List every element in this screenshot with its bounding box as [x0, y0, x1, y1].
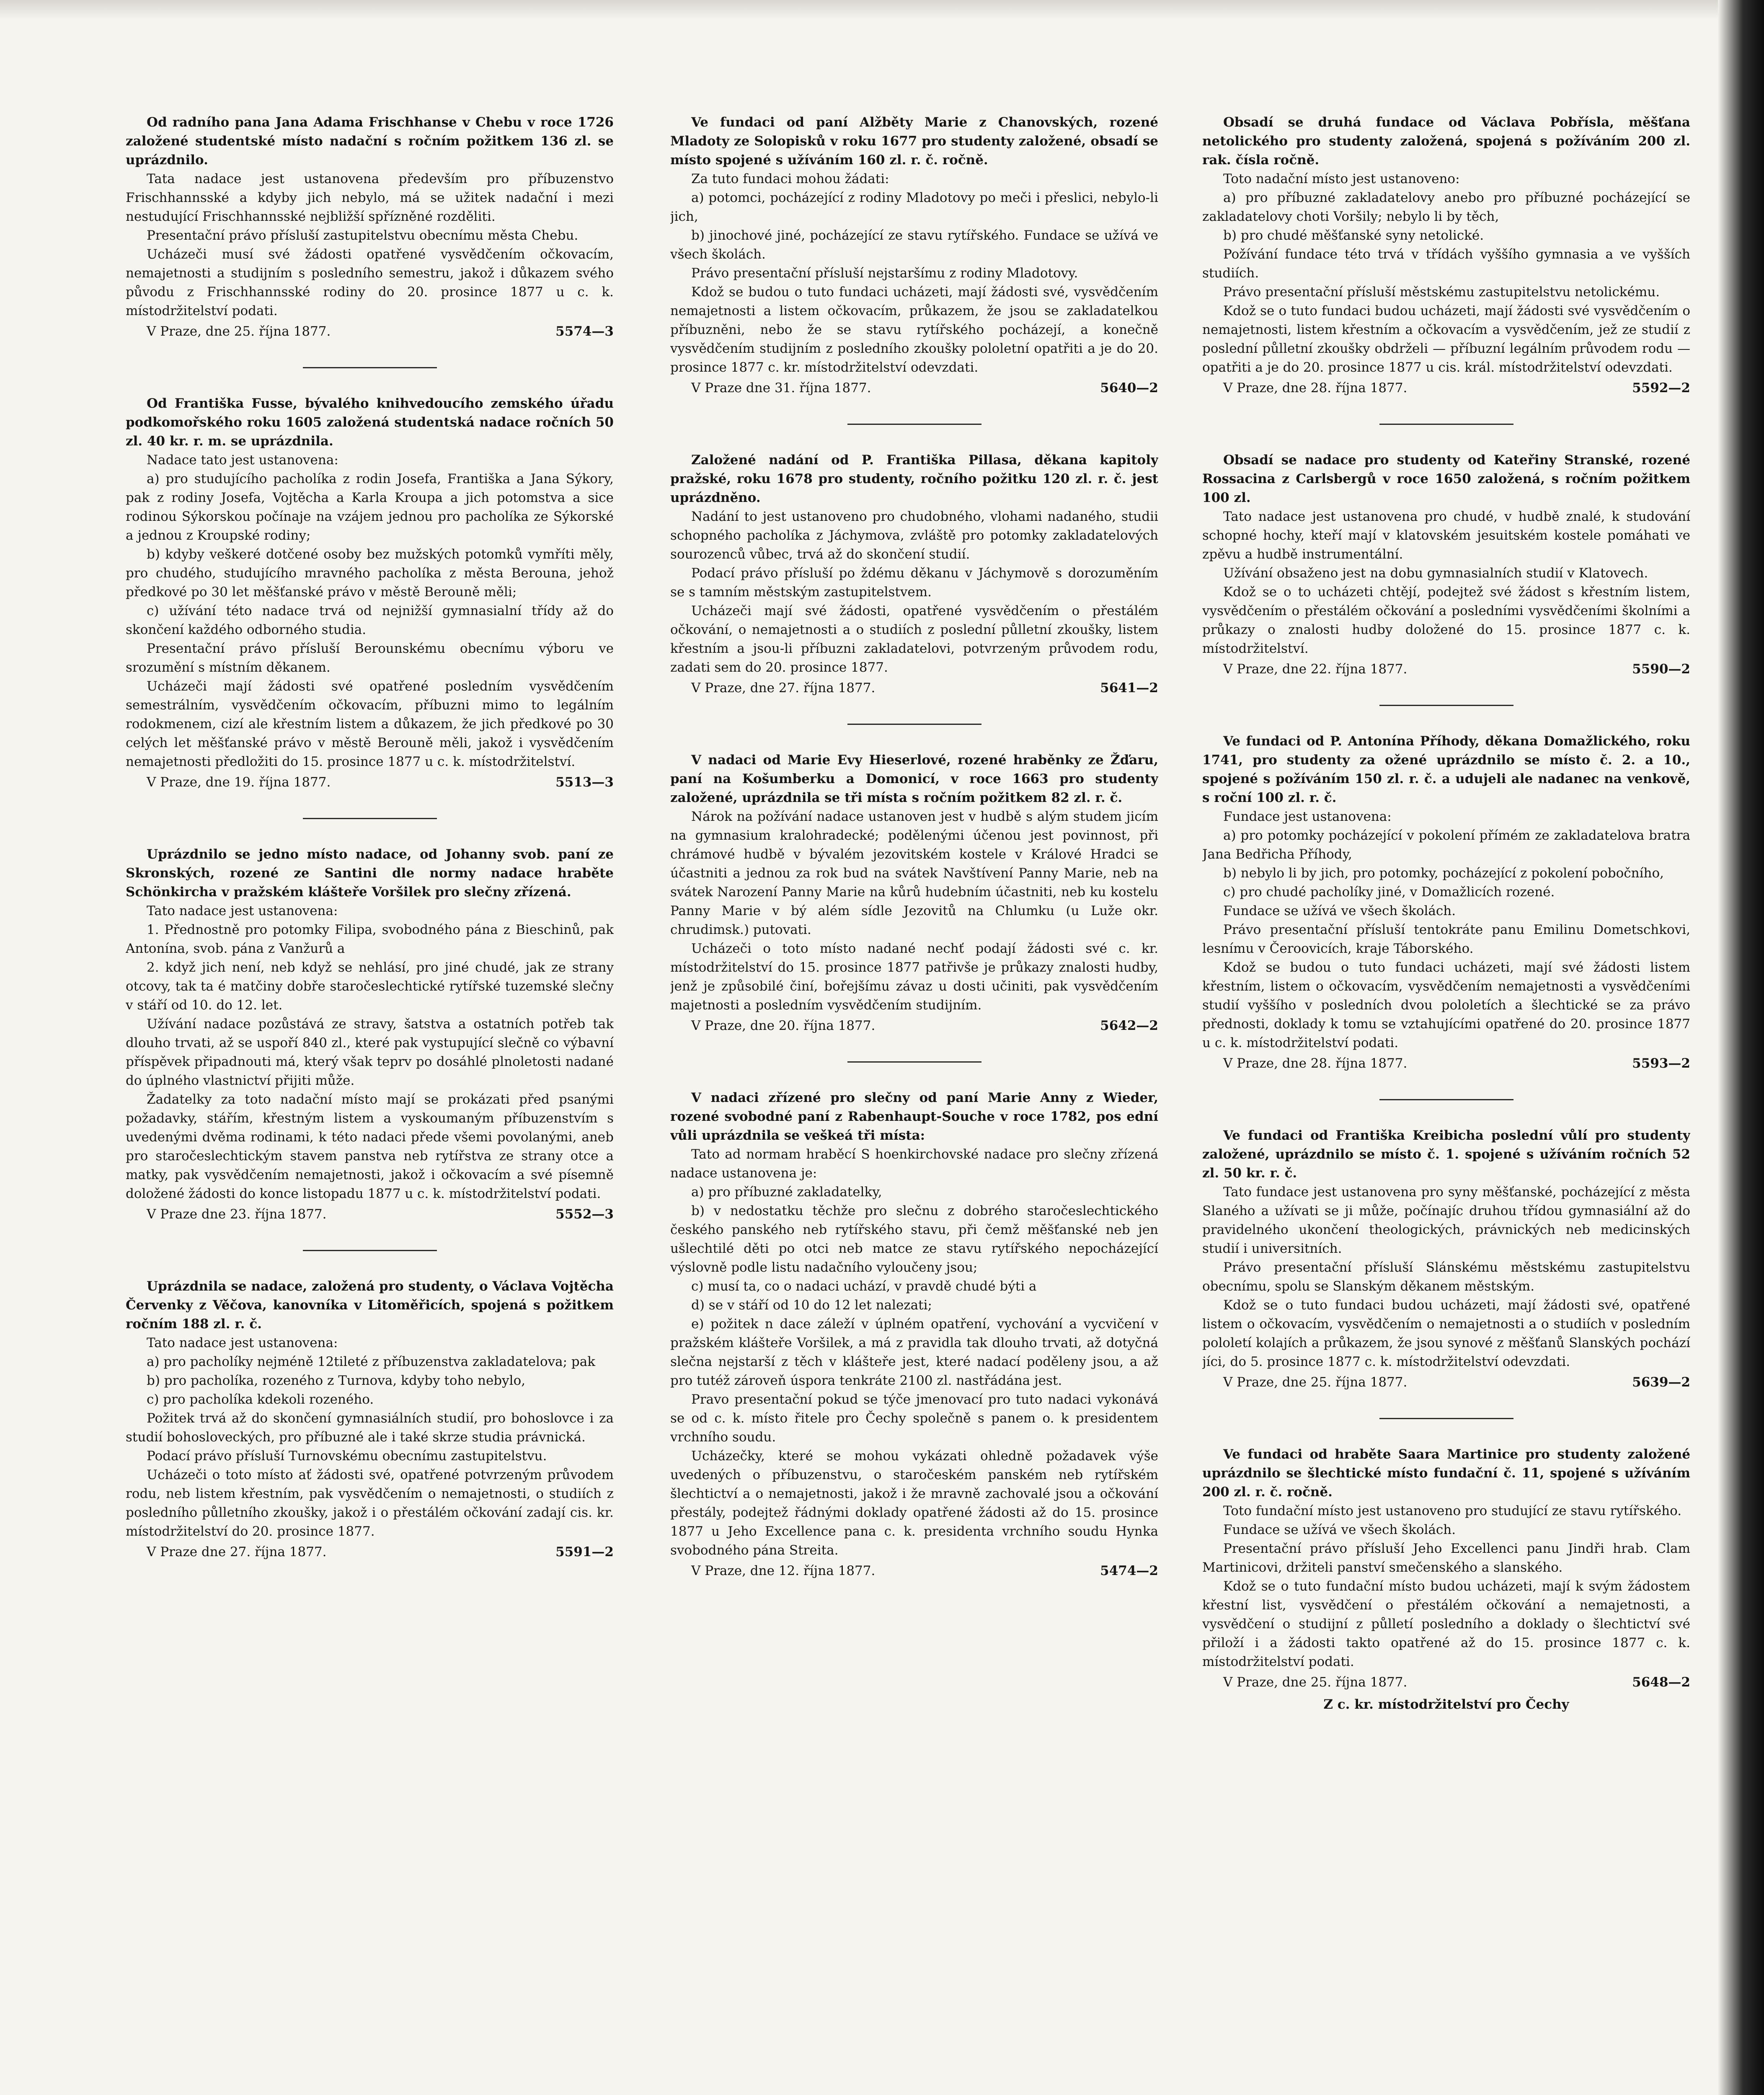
- section-divider: [1379, 1418, 1513, 1419]
- notice-paragraph: Presentační právo přísluší zastupitelstvu obecnímu města Chebu.: [147, 228, 579, 243]
- section-divider: [303, 818, 437, 819]
- notice-date: V Praze, dne 25. října 1877.: [147, 324, 331, 339]
- notice-paragraph: Nárok na požívání nadace ustanoven jest v hudbě s alým studem jicím na gymnasium kralohradecké; podělenými účenou jest povinnost, při chrámové hudbě v bývalém jezovitském kostele v Králové Hradci se účastniti a jednou za rok bud na svátek Navštívení Panny Marie, neb na svátek Narození Panny Marie na kůrů hudebním účastniti, neb ku kostelu Panny Marie v bý além sídle Jezovitů na Chlumku (u Luže okr. chrudimsk.) putovati.: [670, 809, 1158, 937]
- notice-dateline: [1202, 1054, 1690, 1073]
- notice-paragraph: b) kdyby veškeré dotčené osoby bez mužských potomků vymříti měly, pro chudého, studujícího mravného pacholíka z města Berouna, jehož předkové po 30 let měšťanské právo v městě Berouně měli;: [126, 547, 614, 600]
- notice-paragraph: Za tuto fundaci mohou žádati:: [691, 171, 889, 186]
- notice-entry: [1202, 113, 1690, 398]
- notice-dateline: [1202, 1373, 1690, 1392]
- notice-paragraph: Nadace tato jest ustanovena:: [147, 453, 338, 468]
- notice-paragraph: Tato ad normam hraběcí S hoenkirchovské nadace pro slečny zřízená nadace ustanovena je:: [670, 1147, 1158, 1181]
- notice-paragraph: Ucházeči o toto místo ať žádosti své, opatřené potvrzeným průvodem rodu, neb listem křestním, pak vysvědčením o nemajetnosti, o studiích z posledního půlletního zkoušky, jakož i o přestálém očkování zadají cis. kr. místodržitelství do 20. prosince 1877.: [126, 1467, 614, 1539]
- notice-paragraph: Kdož se o tuto fundaci budou ucházeti, mají žádosti své vysvědčením o nemajetnosti, listem křestním a očkovacím a vysvědčením, jež ze studií z poslední půlletní zkoušky obdrželi — příbuzní legálním průvodem rodu — opatřiti a je do 20. prosince 1877 u cis. král. místodržitelství odevzdati.: [1202, 303, 1690, 375]
- notice-paragraph: Toto fundační místo jest ustanoveno pro studující ze stavu rytířského.: [1223, 1503, 1682, 1518]
- notice-entry: [1202, 451, 1690, 679]
- notice-paragraph: Presentační právo přísluší Jeho Excellenci panu Jindři hrab. Clam Martinicovi, držiteli panství smečenského a slanského.: [1202, 1541, 1690, 1575]
- notice-date: V Praze dne 27. října 1877.: [147, 1544, 327, 1560]
- notice-paragraph: Právo presentační přísluší městskému zastupitelstvu netolickému.: [1223, 285, 1660, 300]
- scan-dark-edge: [1718, 0, 1764, 2095]
- notice-paragraph: Právo presentační přísluší Slánskému městskému zastupitelstvu obecnímu, spolu se Slanským děkanem městským.: [1202, 1260, 1690, 1294]
- notice-lead: Ve fundaci od paní Alžběty Marie z Chanovských, rozené Mladoty ze Solopisků v roku 1677 pro studenty založené, obsadí se místo spojené s užíváním 160 zl. r. č. ročně.: [670, 115, 1158, 168]
- notice-date: V Praze dne 23. října 1877.: [147, 1207, 327, 1222]
- notice-paragraph: a) pro příbuzné zakladatelovy anebo pro příbuzné pocházející se zakladatelovy choti Voršily; nebylo li by těch,: [1202, 190, 1690, 224]
- notice-paragraph: b) pro pacholíka, rozeného z Turnova, kdyby toho nebylo,: [147, 1373, 526, 1388]
- notice-paragraph: Užívání obsaženo jest na dobu gymnasialních studií v Klatovech.: [1223, 566, 1648, 581]
- notice-paragraph: b) nebylo li by jich, pro potomky, pocházející z pokolení pobočního,: [1223, 866, 1664, 881]
- notice-date: V Praze, dne 25. října 1877.: [1223, 1675, 1408, 1690]
- notice-paragraph: Užívání nadace pozůstává ze stravy, šatstva a ostatních potřeb tak dlouho trvati, až se uspoří 840 zl., které pak vystupující slečně co výbavní příspěvek připadnouti má, který však teprv po dosáhlé plnoletosti nadané do úplného vlastnictví přijiti může.: [126, 1016, 614, 1088]
- notice-paragraph: Ucházeči mají své žádosti, opatřené vysvědčením o přestálém očkování, o nemajetnosti a o studiích z poslední půlletní zkoušky, listem křestním a jsou-li příbuzni zakladatelovi, potvrzeným průvodem rodu, zadati sem do 20. prosince 1877.: [670, 603, 1158, 675]
- section-divider: [847, 724, 981, 725]
- notice-entry: [126, 394, 614, 792]
- notice-paragraph: Kdož se o to ucházeti chtějí, podejtež své žádost s křestním listem, vysvědčením o přestálém očkování a posledními vysvědčeními školními a průkazy o znalosti hudby doložené do 15. prosince 1877 c. k. místodržitelství.: [1202, 585, 1690, 656]
- notice-entry: [126, 1277, 614, 1562]
- notice-entry: [1202, 732, 1690, 1073]
- notice-lead: Od Františka Fusse, bývalého knihvedoucího zemského úřadu podkomořského roku 1605 založená studentská nadace ročních 50 zl. 40 kr. r. m. se uprázdnila.: [126, 396, 614, 449]
- notice-paragraph: c) užívání této nadace trvá od nejnižší gymnasialní třídy až do skončení každého odborného studia.: [126, 603, 614, 637]
- notice-paragraph: Tato nadace jest ustanovena:: [147, 903, 338, 918]
- notice-paragraph: a) pro příbuzné zakladatelky,: [691, 1185, 882, 1200]
- notice-lead: Uprázdnila se nadace, založená pro studenty, o Václava Vojtěcha Červenky z Věčova, kanovníka v Litoměřicích, spojená s požitkem ročním 188 zl. r. č.: [126, 1279, 614, 1332]
- column-3: [1202, 113, 1690, 2095]
- notice-date: V Praze, dne 28. října 1877.: [1223, 1056, 1408, 1071]
- notice-paragraph: Žadatelky za toto nadační místo mají se prokázati před psanými požadavky, stářím, křestným listem a vyskoumaným příbuzenstvím s uvedenými dvěma rodinami, k této nadaci přede všemi povolanými, aneb pro staročeslechtickým stavem panstva neb rytířstva ze strany otce a matky, pak vysvědčením nemajetnosti, jakož i očkovacím a své písemně doložené žádosti do konce listopadu 1877 u c. k. místodržitelství podati.: [126, 1092, 614, 1201]
- notice-number: 5648—2: [1632, 1675, 1690, 1690]
- notice-date: V Praze, dne 12. října 1877.: [691, 1563, 876, 1578]
- notice-lead: Obsadí se nadace pro studenty od Kateřiny Stranské, rozené Rossacina z Carlsbergů v roce 1650 založená, s ročním požitkem 100 zl.: [1202, 453, 1690, 505]
- notice-paragraph: Toto nadační místo jest ustanoveno:: [1223, 171, 1460, 186]
- notice-number: 5593—2: [1632, 1056, 1690, 1071]
- notice-paragraph: c) musí ta, co o nadaci uchází, v pravdě chudé býti a: [691, 1279, 1037, 1294]
- notice-paragraph: b) jinochové jiné, pocházející ze stavu rytířského. Fundace se užívá ve všech školách.: [670, 228, 1158, 262]
- notice-paragraph: a) potomci, pocházející z rodiny Mladotovy po meči i přeslici, nebylo-li jich,: [670, 190, 1158, 224]
- notice-paragraph: Ucházeči musí své žádosti opatřené vysvědčením očkovacím, nemajetnosti a studijním s posledního semestru, jakož i důkazem svého původu z Frischhannsské rodiny do 20. prosince 1877 u c. k. místodržitelství podati.: [126, 247, 614, 318]
- section-divider: [1379, 424, 1513, 425]
- notice-paragraph: b) v nedostatku těchže pro slečnu z dobrého staročeslechtického českého panského neb rytířského stavu, při čemž měšťanské neb jen ušlechtilé děti po otci neb matce ze stavu rytířského nepocházející výslovně podle listu nadačního vyloučeny jsou;: [670, 1203, 1158, 1275]
- notice-entry: [670, 451, 1158, 698]
- notice-date: V Praze, dne 20. října 1877.: [691, 1018, 876, 1033]
- notice-paragraph: Fundace jest ustanovena:: [1223, 809, 1392, 824]
- notice-paragraph: Podací právo přísluší po ždému děkanu v Jáchymově s dorozuměním se s tamním městským zastupitelstvem.: [670, 566, 1158, 600]
- notice-paragraph: a) pro potomky pocházející v pokolení přímém ze zakladatelova bratra Jana Bedřicha Příhody,: [1202, 828, 1690, 862]
- notice-entry: [670, 113, 1158, 398]
- notice-date: V Praze dne 31. října 1877.: [691, 380, 871, 396]
- notice-paragraph: Ucházeči mají žádosti své opatřené posledním vysvědčením semestrálním, vysvědčením očkovacím, příbuzni mimo to legálním rodokmenem, cizí ale křestním listem a důkazem, že jich předkové po 30 celých let měšťanské právo v městě Berouně měli, jakož i vysvědčením nemajetnosti předložiti do 15. prosince 1877 u c. k. místodržitelství.: [126, 679, 614, 769]
- notice-number: 5574—3: [555, 324, 614, 339]
- section-divider: [847, 424, 981, 425]
- notice-paragraph: c) pro chudé pacholíky jiné, v Domažlicích rozené.: [1223, 885, 1555, 900]
- notice-paragraph: c) pro pacholíka kdekoli rozeného.: [147, 1392, 374, 1407]
- notice-paragraph: a) pro pacholíky nejméně 12tileté z příbuzenstva zakladatelova; pak: [147, 1354, 596, 1369]
- notice-paragraph: Ucházeči o toto místo nadané nechť podají žádosti své c. kr. místodržitelství do 15. prosince 1877 patřivše je průkazy znalosti hudby, jenž je způsobilé činí, bořejšímu závaz u dosti učiniti, pak vysvědčením majetnosti a posledním vysvědčením studijním.: [670, 941, 1158, 1013]
- notice-paragraph: Nadání to jest ustanoveno pro chudobného, vlohami nadaného, studii schopného pacholíka z Jáchymova, zvláště pro potomky zakladatelových sourozenců vůbec, trvá až do skončení studií.: [670, 509, 1158, 562]
- notice-paragraph: Právo presentační přísluší tentokráte panu Emilinu Dometschkovi, lesnímu v Čeroovicích, kraje Táborského.: [1202, 922, 1690, 956]
- notice-number: 5552—3: [555, 1207, 614, 1222]
- notice-paragraph: d) se v stáří od 10 do 12 let nalezati;: [691, 1298, 932, 1313]
- notice-dateline: [670, 1016, 1158, 1035]
- section-divider: [1379, 705, 1513, 706]
- notice-lead: V nadaci od Marie Evy Hieserlové, rozené hraběnky ze Žďaru, paní na Košumberku a Domonicí, v roce 1663 pro studenty založené, uprázdnila se tři místa s ročním požitkem 82 zl. r. č.: [670, 753, 1158, 805]
- notice-number: 5640—2: [1100, 380, 1158, 396]
- notice-date: V Praze, dne 19. října 1877.: [147, 775, 331, 790]
- notice-dateline: [670, 679, 1158, 698]
- notice-number: 5642—2: [1100, 1018, 1158, 1033]
- notice-dateline: [126, 1543, 614, 1562]
- notice-entry: [1202, 1126, 1690, 1392]
- notice-lead: Ve fundaci od Františka Kreibicha poslední vůlí pro studenty založené, uprázdnilo se místo č. 1. spojené s užíváním ročních 52 zl. 50 kr. r. č.: [1202, 1128, 1690, 1181]
- column-2: [670, 113, 1158, 2095]
- notice-entry: [126, 113, 614, 341]
- notice-dateline: [670, 1562, 1158, 1580]
- notice-paragraph: a) pro studujícího pacholíka z rodin Josefa, Františka a Jana Sýkory, pak z rodiny Josefa, Vojtěcha a Karla Kroupa a jich potomstva a sice rodinou Sýkorskou počínaje na vzájem jednou pro pacholíka ze Sýkorské a jednou z Kroupské rodiny;: [126, 471, 614, 543]
- issuing-authority: Z c. kr. místodržitelství pro Čechy: [1323, 1697, 1569, 1712]
- notice-paragraph: 1. Přednostně pro potomky Filipa, svobodného pána z Bieschinů, pak Antonína, svob. pána z Vanžurů a: [126, 922, 614, 956]
- notice-paragraph: Tato nadace jest ustanovena:: [147, 1335, 338, 1350]
- notice-number: 5641—2: [1100, 680, 1158, 696]
- section-divider: [303, 1250, 437, 1251]
- scan-top-edge: [0, 0, 1764, 19]
- notice-paragraph: Kdož se o tuto fundaci budou ucházeti, mají žádosti své, opatřené listem o očkovacím, vysvědčením o nemajetnosti a o studiích v posledním pololetí kolajích a průkazem, že jsou synové z měšťanů Slanských pochází jíci, do 5. prosince 1877 c. k. místodržitelství odevzdati.: [1202, 1298, 1690, 1369]
- notice-lead: Obsadí se druhá fundace od Václava Pobřísla, měšťana netolického pro studenty založená, spojená s požíváním 200 zl. rak. čísla ročně.: [1202, 115, 1690, 168]
- section-divider: [1379, 1099, 1513, 1100]
- notice-paragraph: Požívání fundace této trvá v třídách vyššího gymnasia a ve vyšších studiích.: [1202, 247, 1690, 281]
- notice-date: V Praze, dne 27. října 1877.: [691, 680, 876, 696]
- notice-paragraph: Presentační právo přísluší Berounskému obecnímu výboru ve srozumění s místním děkanem.: [126, 641, 614, 675]
- notice-lead: Ve fundaci od hraběte Saara Martinice pro studenty založené uprázdnilo se šlechtické místo fundační č. 11, spojené s užíváním 200 zl. r. č. ročně.: [1202, 1447, 1690, 1500]
- notice-paragraph: Kdož se budou o tuto fundaci ucházeti, mají své žádosti listem křestním, listem o očkovacím, vysvědčením nemajetnosti a vysvědčeními studií vyššího v posledních dvou pololetích a šlechtické se za právo přednosti, doklady k tomu se vztahujícími opatřené do 20. prosince 1877 u c. k. místodržitelství podati.: [1202, 960, 1690, 1050]
- notice-lead: Ve fundaci od P. Antonína Příhody, děkana Domažlického, roku 1741, pro studenty za ožené uprázdnilo se místo č. 2. a 10., spojené s požíváním 150 zl. r. č. a udujeli ale nadanec na venkově, s roční 100 zl. r. č.: [1202, 734, 1690, 805]
- notice-paragraph: 2. když jich není, neb když se nehlásí, pro jiné chudé, jak ze strany otcovy, tak ta é matčiny dobře staročeslechtické rytířské tuzemské slečny v stáří od 10. do 12. let.: [126, 960, 614, 1013]
- notice-paragraph: Tato fundace jest ustanovena pro syny měšťanské, pocházející z města Slaného a užívati se ji může, počínajíc druhou třídou gymnasiální až do pravidelného ukončení theologických, právnických neb medicinských studií i universitních.: [1202, 1185, 1690, 1256]
- notice-dateline: [1202, 660, 1690, 679]
- notice-paragraph: Tato nadace jest ustanovena pro chudé, v hudbě znalé, k studování schopné hochy, kteří mají v klatovském jesuitském kostele pomáhati ve zpěvu a hudbě instrumentální.: [1202, 509, 1690, 562]
- notice-lead: V nadaci zřízené pro slečny od paní Marie Anny z Wieder, rozené svobodné paní z Rabenhaupt-Souche v roce 1782, pos ední vůli uprázdnila se veškeá tři místa:: [670, 1090, 1158, 1143]
- section-divider: [303, 367, 437, 368]
- notice-lead: Uprázdnilo se jedno místo nadace, od Johanny svob. paní ze Skronských, rozené ze Santini dle normy nadace hraběte Schönkircha v pražském klášteře Voršilek pro slečny zřízená.: [126, 847, 614, 900]
- notice-number: 5590—2: [1632, 662, 1690, 677]
- notice-entry: [1202, 1445, 1690, 1714]
- notice-number: 5639—2: [1632, 1375, 1690, 1390]
- section-divider: [847, 1061, 981, 1063]
- notice-dateline: [126, 773, 614, 792]
- notice-paragraph: Fundace se užívá ve všech školách.: [1223, 1522, 1456, 1537]
- notice-paragraph: Pravo presentační pokud se týče jmenovací pro tuto nadaci vykonává se od c. k. místo řitele pro Čechy společně s panem o. k presidentem vrchního soudu.: [670, 1392, 1158, 1445]
- notice-lead: Od radního pana Jana Adama Frischhanse v Chebu v roce 1726 založené studentské místo nadační s ročním požitkem 136 zl. se uprázdnilo.: [126, 115, 614, 168]
- notice-entry: [670, 751, 1158, 1035]
- notice-dateline: [126, 1205, 614, 1224]
- notice-dateline: [1202, 1673, 1690, 1692]
- column-1: [126, 113, 614, 2095]
- notice-number: 5513—3: [555, 775, 614, 790]
- notice-entry: [126, 845, 614, 1224]
- notice-paragraph: Ucházečky, které se mohou vykázati ohledně požadavek výše uvedených o příbuzenstvu, o staročeském panském neb rytířském šlechtictví a o nemajetnosti, jakož i že mravně zachovalé jsou a očkování přestály, podejtež řádnými doklady opatřené žádosti až do 15. prosince 1877 u Jeho Excellence pana c. k. presidenta vrchního soudu Hynka svobodného pána Streita.: [670, 1448, 1158, 1558]
- notice-date: V Praze, dne 28. října 1877.: [1223, 380, 1408, 396]
- notice-number: 5592—2: [1632, 380, 1690, 396]
- notice-date: V Praze, dne 25. října 1877.: [1223, 1375, 1408, 1390]
- notice-paragraph: b) pro chudé měšťanské syny netolické.: [1223, 228, 1484, 243]
- notice-paragraph: Právo presentační přísluší nejstaršímu z rodiny Mladotovy.: [691, 266, 1078, 281]
- notice-number: 5474—2: [1100, 1563, 1158, 1578]
- notice-dateline: [1202, 379, 1690, 398]
- notice-paragraph: Tata nadace jest ustanovena především pro příbuzenstvo Frischhannsské a kdyby jich nebylo, má se užitek nadační i mezi nestudující Frischhannsské nejbližší spřízněné rozděliti.: [126, 171, 614, 224]
- notice-paragraph: Fundace se užívá ve všech školách.: [1223, 903, 1456, 918]
- notice-entry: [670, 1089, 1158, 1580]
- notice-paragraph: e) požitek n dace záleží v úplném opatření, vychování a vycvičení v pražském klášteře Voršilek, a má z pravidla tak dlouho trvati, až dotyčná slečna nejstarší z těch v klášteře jest, které nadací poděleny jsou, a až pro tutéž zároveň úspora tenkráte 2100 zl. nastřádána jest.: [670, 1316, 1158, 1388]
- notice-dateline: [126, 322, 614, 341]
- notice-paragraph: Podací právo přísluší Turnovskému obecnímu zastupitelstvu.: [147, 1448, 547, 1464]
- notice-lead: Založené nadání od P. Františka Pillasa, děkana kapitoly pražské, roku 1678 pro studenty, ročního požitku 120 zl. r. č. jest uprázdněno.: [670, 453, 1158, 505]
- notice-paragraph: Kdož se o tuto fundační místo budou ucházeti, mají k svým žádostem křestní list, vysvědčení o přestálém očkování a nemajetnosti, a vysvědčení o studijní z půlletí posledního a doklady o šlechtictví své přiloží i a žádosti takto opatřené až do 15. prosince 1877 c. k. místodržitelství podati.: [1202, 1579, 1690, 1669]
- notice-paragraph: Požitek trvá až do skončení gymnasiálních studií, pro bohoslovce i za studií bohosloveckých, pro příbuzné ale i také skrze studia právnická.: [126, 1411, 614, 1445]
- notice-dateline: [670, 379, 1158, 398]
- notice-date: V Praze, dne 22. října 1877.: [1223, 662, 1408, 677]
- notice-paragraph: Kdož se budou o tuto fundaci ucházeti, mají žádosti své, vysvědčením nemajetnosti a listem očkovacím, průkazem, že jsou se zakladatelkou příbuzněni, nebo že se stavu rytířského pocházejí, a konečně vysvědčením studijním z posledního zkoušky pololetní opatřiti a je do 20. prosince 1877 c. kr. místodržitelství odevzdati.: [670, 285, 1158, 375]
- notice-number: 5591—2: [555, 1544, 614, 1560]
